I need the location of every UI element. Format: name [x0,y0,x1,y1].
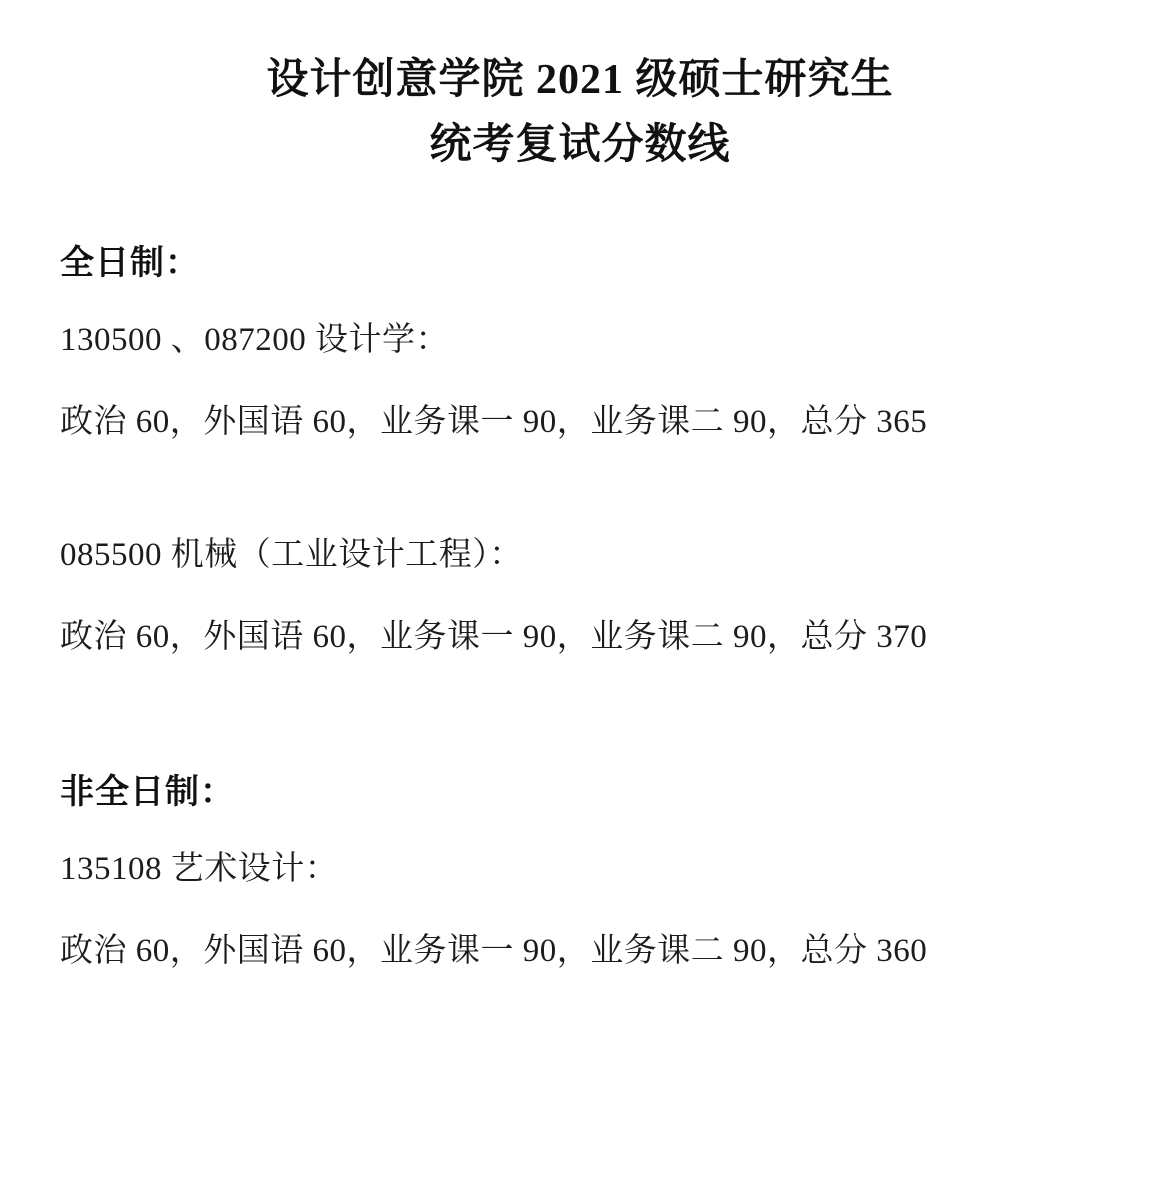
program-scores-design-studies: 政治 60，外国语 60，业务课一 90，业务课二 90，总分 365 [60,403,928,440]
program-label-design-studies: 130500 、087200 设计学： [60,321,449,358]
page-title-line-1: 设计创意学院 2021 级硕士研究生 [266,57,894,103]
program-scores-art-design: 政治 60，外国语 60，业务课一 90，业务课二 90，总分 360 [60,932,928,969]
section-part-time [60,773,1100,971]
page-title [90,0,1070,178]
program-label-mechanical-industrial-design: 085500 机械（工业设计工程）： [60,537,523,574]
program-scores-mechanical-industrial-design: 政治 60，外国语 60，业务课一 90，业务课二 90，总分 370 [60,618,928,655]
paragraph-gap [60,484,1100,536]
document-body [60,178,1100,971]
program-label-art-design: 135108 艺术设计： [60,851,339,888]
page-title-line-2: 统考复试分数线 [429,122,731,169]
section-heading-part-time: 非全日制： [60,774,235,812]
section-full-time [60,238,1100,657]
section-heading-full-time: 全日制： [60,245,200,283]
section-gap [60,699,1100,773]
